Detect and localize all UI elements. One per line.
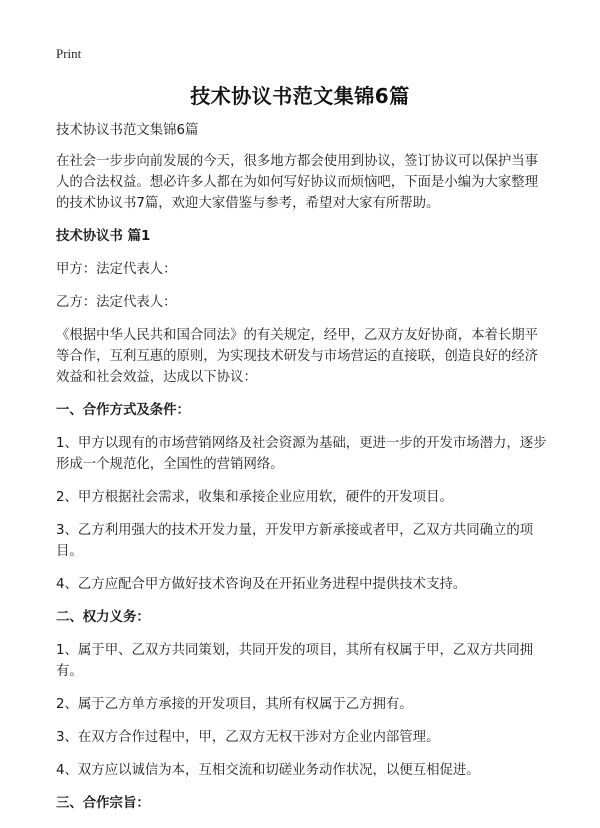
- section-1-item: 4、乙方应配合甲方做好技术咨询及在开拓业务进程中提供技术支持。: [56, 577, 467, 592]
- section-1-item: 1、甲方以现有的市场营销网络及社会资源为基础，更进一步的开发市场潜力，逐步形成一个规范化，全国性的营销网络。: [56, 436, 547, 472]
- page-title: 技术协议书范文集锦6篇: [190, 84, 410, 108]
- section-1-item: 2、甲方根据社会需求，收集和承接企业应用软，硬件的开发项目。: [56, 490, 453, 505]
- section-2-title: 二、权力义务：: [56, 610, 150, 625]
- print-link[interactable]: Print: [56, 46, 82, 61]
- section-2-item: 4、双方应以诚信为本，互相交流和切磋业务动作状况，以便互相促进。: [56, 763, 480, 778]
- intro-paragraph: 在社会一步步向前发展的今天，很多地方都会使用到协议，签订协议可以保护当事人的合法权益。想必许多人都在为如何写好协议而烦恼吧，下面是小编为大家整理的技术协议书7篇，欢迎大家借鉴与参考，希望对大家有所帮助。: [56, 154, 539, 211]
- document-subtitle: 技术协议书范文集锦6篇: [56, 123, 199, 138]
- party-b-line: 乙方：法定代表人：: [56, 295, 177, 310]
- document-body: [56, 120, 548, 826]
- party-a-line: 甲方：法定代表人：: [56, 262, 177, 277]
- section-2-item: 2、属于乙方单方承接的开发项目，其所有权属于乙方拥有。: [56, 697, 413, 712]
- section-1-title: 一、合作方式及条件：: [56, 403, 190, 418]
- section-1-item: 3、乙方利用强大的技术开发力量，开发甲方新承接或者甲，乙双方共同确立的项目。: [56, 523, 534, 559]
- section-2-item: 3、在双方合作过程中，甲，乙双方无权干涉对方企业内部管理。: [56, 730, 440, 745]
- section-2-item: 1、属于甲、乙双方共同策划，共同开发的项目，其所有权属于甲，乙双方共同拥有。: [56, 643, 534, 679]
- section-3-title: 三、合作宗旨：: [56, 796, 150, 811]
- article-heading: 技术协议书 篇1: [56, 229, 151, 244]
- preamble-paragraph: 《根据中华人民共和国合同法》的有关规定，经甲，乙双方友好协商，本着长期平等合作，互利互惠的原则，为实现技术研发与市场营运的直接联，创造良好的经济效益和社会效益，达成以下协议：: [56, 328, 539, 385]
